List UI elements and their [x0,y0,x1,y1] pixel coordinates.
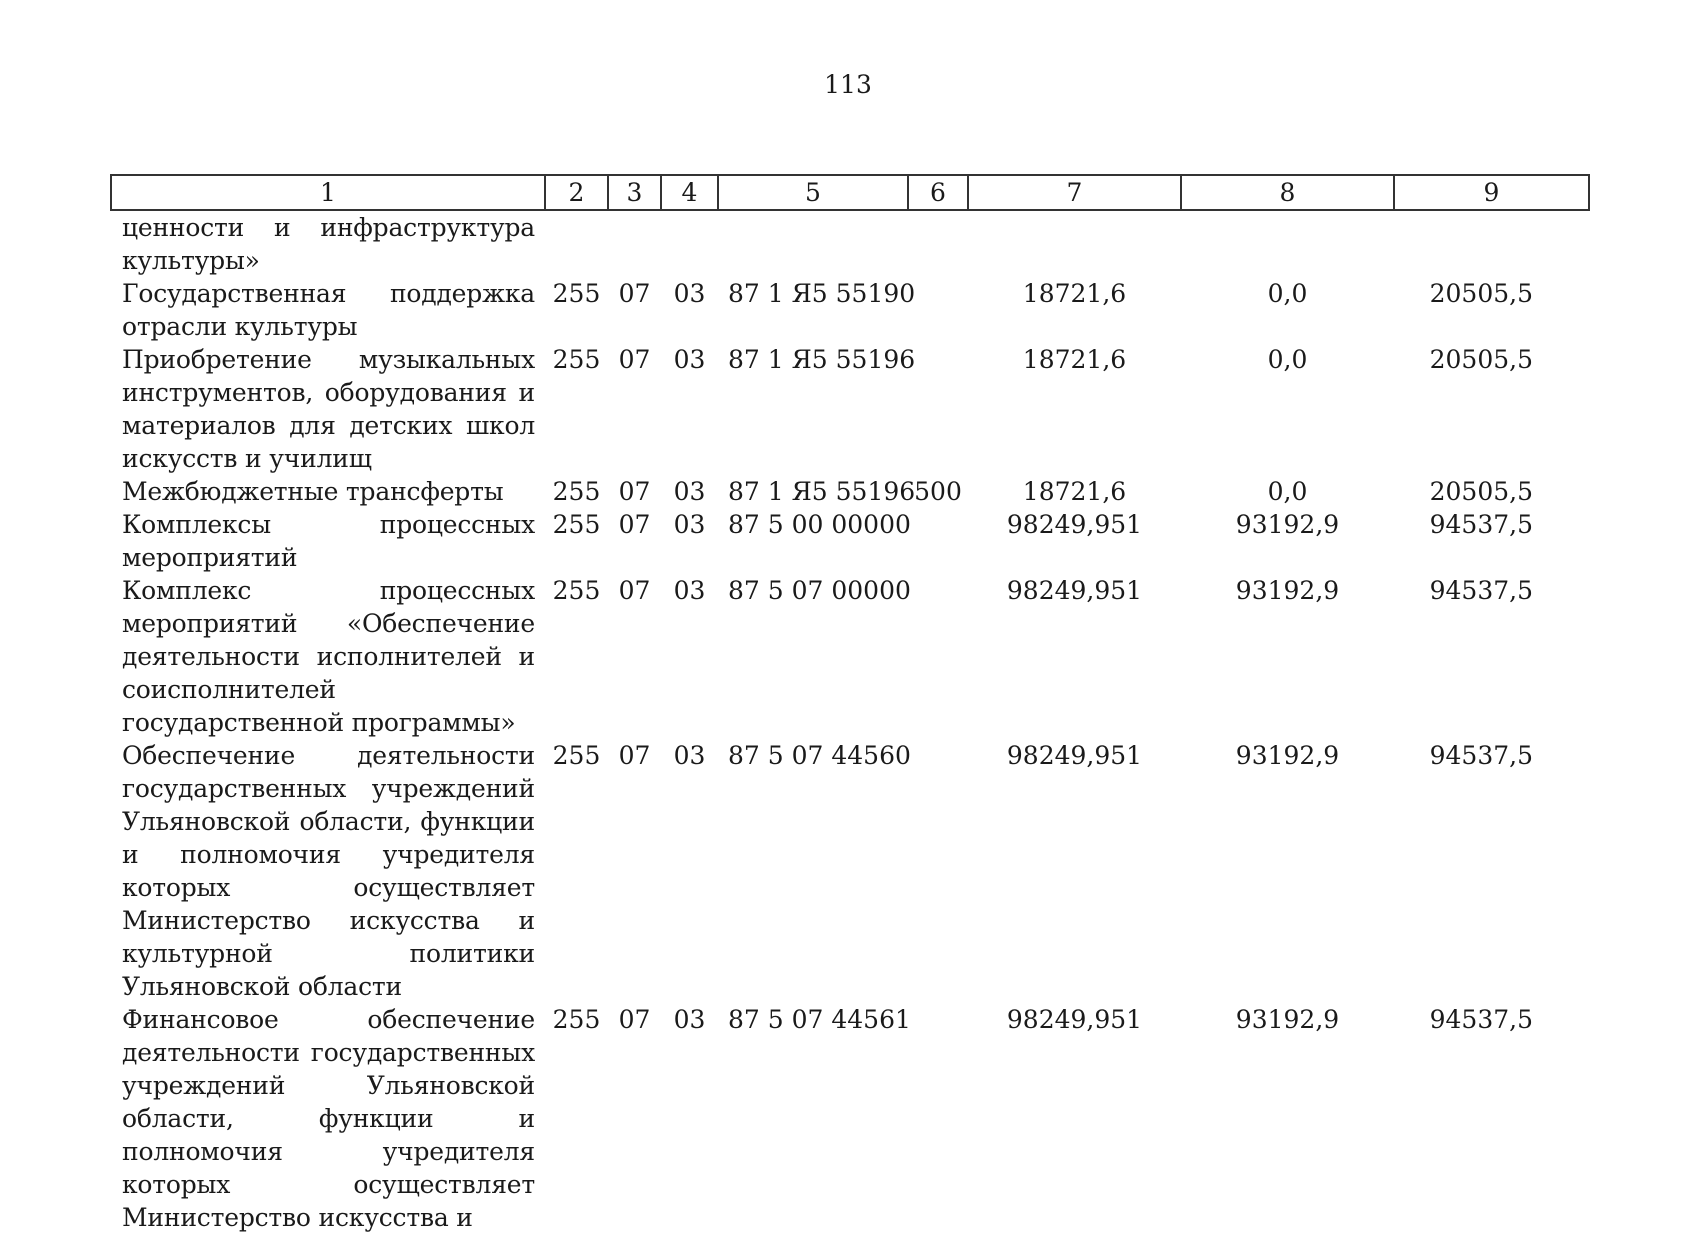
cell-amount-7: 98249,951 [1006,510,1143,539]
cell-amount-9: 20505,5 [1429,279,1533,308]
cell-amount-7: 98249,951 [1006,741,1143,770]
cell-code-5: 87 5 07 00000 [728,576,911,605]
cell-code-2: 255 [552,510,601,539]
cell-code-3: 07 [618,510,651,539]
table-row [111,210,1589,277]
cell-code-5: 87 5 07 44561 [728,1005,911,1034]
cell-amount-7 [968,210,1181,277]
cell-amount-9 [1394,210,1589,277]
row-name: Межбюджетные трансферты [122,477,504,506]
cell-code-5: 87 1 Я5 55196 [728,477,916,506]
cell-code-3: 07 [618,1005,651,1034]
table-row [111,574,1589,739]
budget-table [110,174,1590,1234]
cell-amount-9: 94537,5 [1429,741,1533,770]
cell-code-3: 07 [618,576,651,605]
table-row [111,739,1589,1003]
budget-table-container [110,174,1588,1234]
cell-amount-8: 0,0 [1267,345,1308,374]
cell-code-2: 255 [552,279,601,308]
cell-amount-7: 18721,6 [1022,477,1127,506]
column-header-4: 4 [661,175,718,210]
cell-code-3: 07 [618,279,651,308]
cell-amount-9: 20505,5 [1429,477,1533,506]
column-header-5: 5 [718,175,908,210]
cell-code-4: 03 [673,279,706,308]
cell-code-5 [718,210,908,277]
cell-amount-8: 93192,9 [1235,741,1340,770]
column-number-row [111,175,1589,210]
cell-code-3: 07 [618,741,651,770]
column-header-7: 7 [968,175,1181,210]
cell-code-2: 255 [552,477,601,506]
row-name: Государственная поддержка отрасли культуры [122,279,535,341]
cell-code-2: 255 [552,576,601,605]
cell-code-2: 255 [552,741,601,770]
cell-code-6: 500 [914,477,962,506]
cell-amount-8 [1181,210,1394,277]
row-name: Комплексы процессных мероприятий [122,510,535,572]
cell-code-6 [908,343,968,475]
column-header-1: 1 [111,175,545,210]
table-row [111,277,1589,343]
row-name: Приобретение музыкальных инструментов, оборудования и материалов для детских школ искусств и училищ [122,345,535,473]
column-header-9: 9 [1394,175,1589,210]
cell-code-5: 87 5 07 44560 [728,741,911,770]
column-header-2: 2 [545,175,608,210]
cell-code-4: 03 [673,477,706,506]
cell-amount-8: 0,0 [1267,477,1308,506]
row-name: Финансовое обеспечение деятельности государственных учреждений Ульяновской области, функции и полномочия учредителя которых осуществляет Министерство искусства и [122,1005,535,1232]
cell-code-4: 03 [673,741,706,770]
cell-amount-8: 93192,9 [1235,510,1340,539]
cell-amount-9: 94537,5 [1429,510,1533,539]
table-row [111,475,1589,508]
table-row [111,1003,1589,1234]
column-header-3: 3 [608,175,661,210]
row-name: Комплекс процессных мероприятий «Обеспечение деятельности исполнителей и соисполнителей государственной программы» [122,576,535,737]
cell-code-4 [661,210,718,277]
cell-code-6 [908,277,968,343]
cell-amount-7: 18721,6 [1022,279,1127,308]
page-number: 113 [824,70,872,99]
row-name: Обеспечение деятельности государственных учреждений Ульяновской области, функции и полномочия учредителя которых осуществляет Министерство искусства и культурной политики Ульяновской области [122,741,535,1001]
cell-code-4: 03 [673,510,706,539]
cell-code-3 [608,210,661,277]
cell-code-5: 87 1 Я5 55190 [728,279,916,308]
cell-amount-8: 93192,9 [1235,1005,1340,1034]
cell-amount-8: 93192,9 [1235,576,1340,605]
cell-code-3: 07 [618,477,651,506]
cell-amount-8: 0,0 [1267,279,1308,308]
cell-code-2 [545,210,608,277]
cell-code-2: 255 [552,345,601,374]
cell-code-6 [908,1003,968,1234]
cell-amount-7: 18721,6 [1022,345,1127,374]
column-header-6: 6 [908,175,968,210]
cell-code-6 [908,508,968,574]
cell-code-6 [908,739,968,1003]
cell-amount-9: 94537,5 [1429,1005,1533,1034]
cell-code-2: 255 [552,1005,601,1034]
cell-code-5: 87 5 00 00000 [728,510,911,539]
cell-code-5: 87 1 Я5 55196 [728,345,916,374]
table-row [111,508,1589,574]
cell-amount-7: 98249,951 [1006,1005,1143,1034]
cell-code-3: 07 [618,345,651,374]
cell-code-4: 03 [673,576,706,605]
column-header-8: 8 [1181,175,1394,210]
cell-code-4: 03 [673,1005,706,1034]
cell-amount-9: 20505,5 [1429,345,1533,374]
cell-code-6 [908,574,968,739]
row-name: ценности и инфраструктура культуры» [122,213,535,275]
cell-code-6 [908,210,968,277]
table-row [111,343,1589,475]
cell-code-4: 03 [673,345,706,374]
cell-amount-9: 94537,5 [1429,576,1533,605]
cell-amount-7: 98249,951 [1006,576,1143,605]
